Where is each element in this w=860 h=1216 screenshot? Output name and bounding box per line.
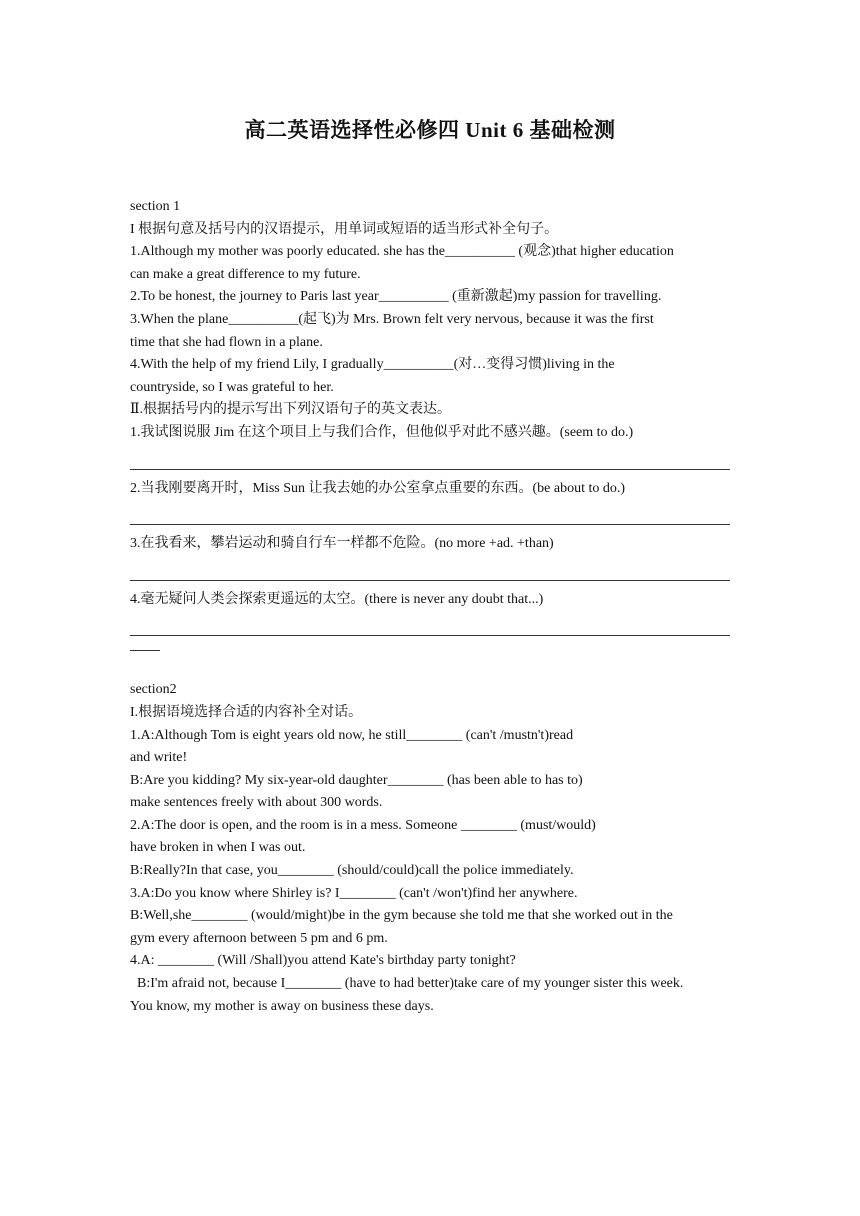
translation-item: 1.我试图说服 Jim 在这个项目上与我们合作，但他似乎对此不感兴趣。(seem to do.)	[130, 424, 634, 440]
dialogue-line: have broken in when I was out.	[130, 840, 306, 856]
dialogue-line: B:Are you kidding? My six-year-old daughter________ (has been able to has to)	[130, 772, 583, 788]
dialogue-line: gym every afternoon between 5 pm and 6 pm.	[130, 930, 388, 946]
part1-line: time that she had flown in a plane.	[130, 334, 323, 350]
part1-line: 3.When the plane__________(起飞)为 Mrs. Brown felt very nervous, because it was the first	[130, 311, 654, 327]
dialogue-line: B:Well,she________ (would/might)be in the gym because she told me that she worked out in the	[130, 908, 673, 924]
dialogue-line: B:Really?In that case, you________ (should/could)call the police immediately.	[130, 863, 574, 879]
answer-line	[130, 580, 730, 581]
part1-line: 1.Although my mother was poorly educated. she has the__________ (观念)that higher education	[130, 244, 674, 260]
answer-space	[130, 500, 730, 524]
section1-heading: section 1	[130, 199, 181, 214]
section1-part1-instruction: I 根据句意及括号内的汉语提示，用单词或短语的适当形式补全句子。	[130, 221, 559, 237]
part1-line: countryside, so I was grateful to her.	[130, 379, 334, 395]
answer-space	[130, 611, 730, 635]
dialogue-line: and write!	[130, 750, 188, 766]
section2-heading: section2	[130, 682, 177, 698]
answer-line	[130, 635, 730, 636]
section-gap	[130, 665, 730, 679]
part1-line: 2.To be honest, the journey to Paris last year__________ (重新激起)my passion for travelling.	[130, 289, 662, 305]
answer-line	[130, 524, 730, 525]
translation-item: 4.毫无疑问人类会探索更遥远的太空。(there is never any doubt that...)	[130, 591, 544, 607]
translation-item: 2.当我刚要离开时，Miss Sun 让我去她的办公室拿点重要的东西。(be about to do.)	[130, 480, 626, 496]
page-title: 高二英语选择性必修四 Unit 6 基础检测	[244, 118, 616, 142]
document-body	[130, 196, 730, 1018]
dialogue-line: B:I'm afraid not, because I________ (have to had better)take care of my younger sister this week.	[130, 976, 684, 992]
dialogue-line: make sentences freely with about 300 words.	[130, 795, 383, 811]
answer-line-continuation	[130, 650, 160, 651]
answer-line	[130, 469, 730, 470]
section1-part2-instruction: Ⅱ.根据括号内的提示写出下列汉语句子的英文表达。	[130, 402, 452, 418]
part1-line: 4.With the help of my friend Lily, I gradually__________(对…变得习惯)living in the	[130, 357, 615, 373]
dialogue-line: 3.A:Do you know where Shirley is? I________ (can't /won't)find her anywhere.	[130, 885, 578, 901]
dialogue-line: You know, my mother is away on business these days.	[130, 998, 434, 1014]
answer-space	[130, 445, 730, 469]
answer-space	[130, 556, 730, 580]
translation-item: 3.在我看来，攀岩运动和骑自行车一样都不危险。(no more +ad. +than)	[130, 536, 554, 552]
section2-instruction: I.根据语境选择合适的内容补全对话。	[130, 704, 363, 720]
dialogue-line: 4.A: ________ (Will /Shall)you attend Kate's birthday party tonight?	[130, 953, 516, 969]
dialogue-line: 1.A:Although Tom is eight years old now, he still________ (can't /mustn't)read	[130, 727, 574, 743]
part1-line: can make a great difference to my future.	[130, 266, 361, 282]
dialogue-line: 2.A:The door is open, and the room is in a mess. Someone ________ (must/would)	[130, 817, 596, 833]
